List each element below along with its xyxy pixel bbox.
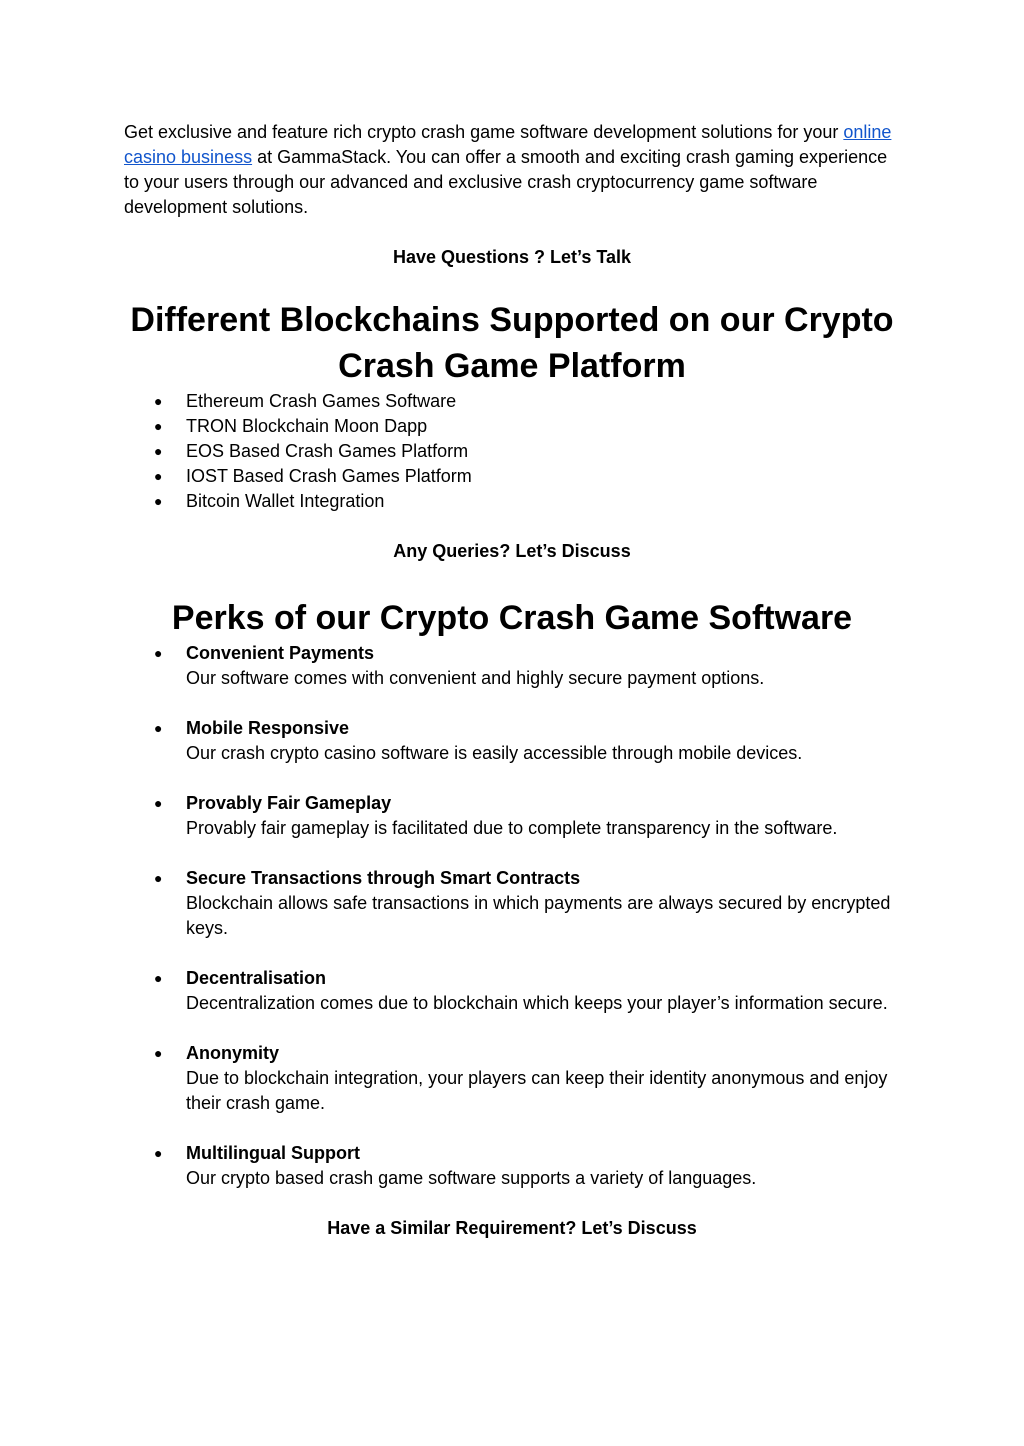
perk-title: Mobile Responsive — [186, 718, 350, 738]
bullet-icon: ● — [154, 645, 163, 661]
perk-title: Secure Transactions through Smart Contracts — [186, 868, 581, 888]
list-item — [124, 389, 900, 414]
perk-item — [124, 1041, 900, 1116]
bullet-icon: ● — [154, 795, 163, 811]
perk-description: Due to blockchain integration, your players can keep their identity anonymous and enjoy their crash game. — [186, 1068, 888, 1113]
perk-description: Provably fair gameplay is facilitated due to complete transparency in the software. — [186, 818, 838, 838]
bullet-icon: ● — [154, 720, 163, 736]
list-item-label: EOS Based Crash Games Platform — [186, 441, 469, 461]
perk-item — [124, 1141, 900, 1191]
bullet-icon: ● — [154, 493, 163, 509]
bullet-icon: ● — [154, 418, 163, 434]
list-item-label: Ethereum Crash Games Software — [186, 391, 457, 411]
intro-text-after: at GammaStack. You can offer a smooth and exciting crash gaming experience to your users through our advanced and exclusive crash cryptocurrency game software development solutions. — [124, 147, 888, 217]
perk-title: Multilingual Support — [186, 1143, 360, 1163]
intro-paragraph — [124, 120, 900, 220]
document-page — [124, 120, 900, 1241]
perk-item — [124, 716, 900, 766]
perk-item — [124, 791, 900, 841]
perk-item — [124, 866, 900, 941]
blockchains-heading: Different Blockchains Supported on our Crypto Crash Game Platform — [130, 301, 894, 385]
list-item — [124, 489, 900, 514]
bullet-icon: ● — [154, 443, 163, 459]
bullet-icon: ● — [154, 468, 163, 484]
list-item-label: IOST Based Crash Games Platform — [186, 466, 472, 486]
intro-text-before: Get exclusive and feature rich crypto crash game software development solutions for your — [124, 122, 844, 142]
perk-description: Our software comes with convenient and highly secure payment options. — [186, 668, 765, 688]
bullet-icon: ● — [154, 1045, 163, 1061]
perks-list — [124, 641, 900, 1191]
perk-description: Our crash crypto casino software is easily accessible through mobile devices. — [186, 743, 803, 763]
perk-description: Our crypto based crash game software supports a variety of languages. — [186, 1168, 757, 1188]
any-queries-cta: Any Queries? Let’s Discuss — [393, 541, 631, 561]
perk-description: Blockchain allows safe transactions in which payments are always secured by encrypted keys. — [186, 893, 891, 938]
perk-title: Decentralisation — [186, 968, 327, 988]
bullet-icon: ● — [154, 970, 163, 986]
online-casino-business-link[interactable]: online casino business — [124, 122, 892, 167]
perk-item — [124, 966, 900, 1016]
list-item — [124, 439, 900, 464]
perk-title: Anonymity — [186, 1043, 280, 1063]
perk-title: Provably Fair Gameplay — [186, 793, 392, 813]
list-item-label: Bitcoin Wallet Integration — [186, 491, 385, 511]
bullet-icon: ● — [154, 1145, 163, 1161]
perk-title: Convenient Payments — [186, 643, 375, 663]
similar-requirement-cta: Have a Similar Requirement? Let’s Discuss — [327, 1218, 697, 1238]
list-item-label: TRON Blockchain Moon Dapp — [186, 416, 428, 436]
bullet-icon: ● — [154, 393, 163, 409]
perk-description: Decentralization comes due to blockchain which keeps your player’s information secure. — [186, 993, 888, 1013]
perks-heading: Perks of our Crypto Crash Game Software — [171, 599, 853, 637]
blockchains-list — [124, 389, 900, 514]
perk-item — [124, 641, 900, 691]
list-item — [124, 464, 900, 489]
have-questions-cta: Have Questions ? Let’s Talk — [392, 247, 632, 267]
bullet-icon: ● — [154, 870, 163, 886]
list-item — [124, 414, 900, 439]
